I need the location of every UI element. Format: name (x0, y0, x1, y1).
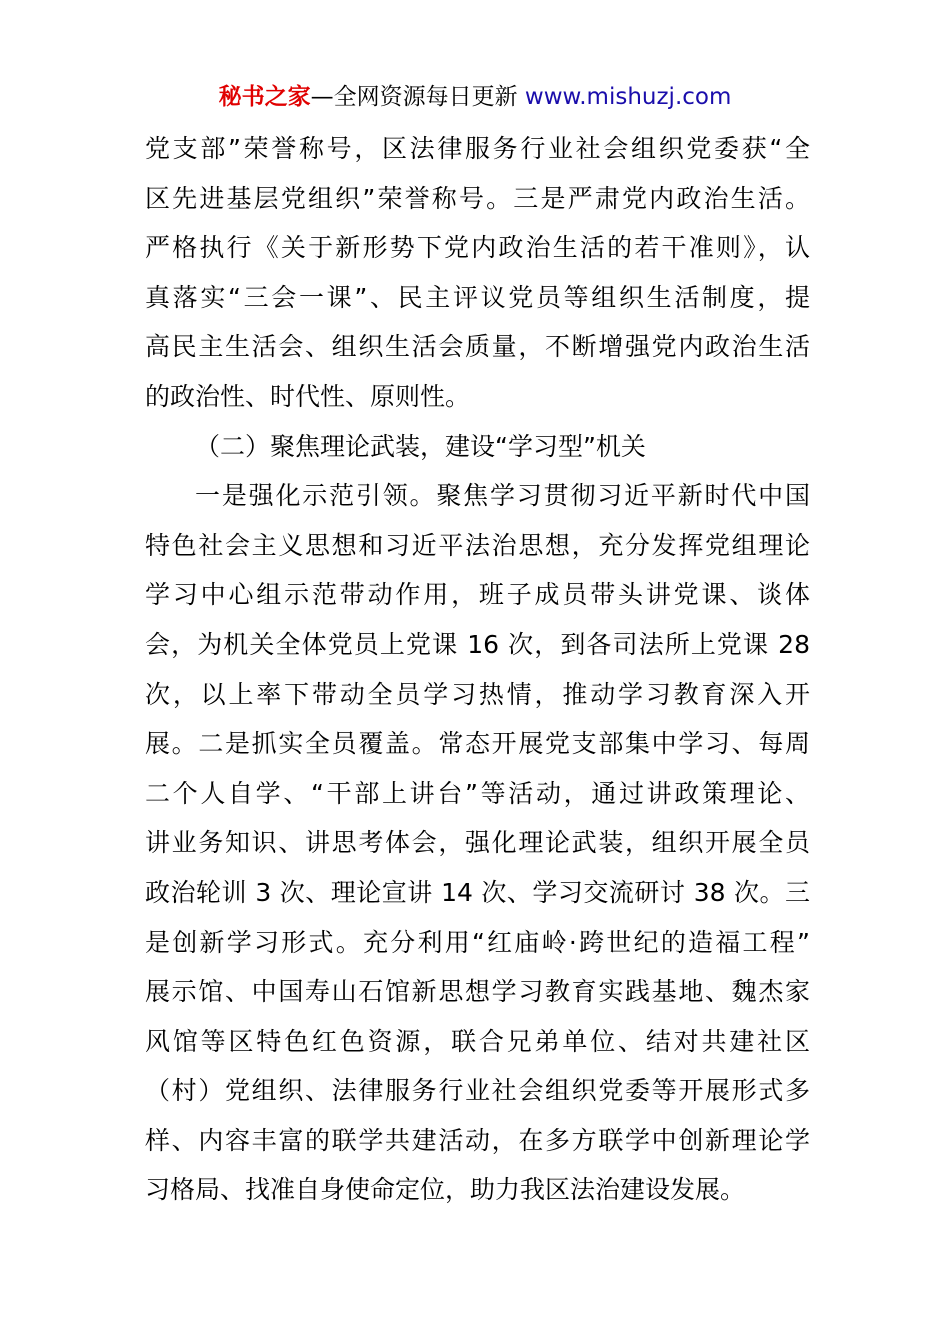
paragraph-line: 党支部”荣誉称号，区法律服务行业社会组织党委获“全 (145, 134, 810, 163)
page-header (0, 80, 950, 114)
paragraph-line: 二个人自学、“干部上讲台”等活动，通过讲政策理论、 (145, 778, 810, 808)
paragraph-line: 真落实“三会一课”、民主评议党员等组织生活制度，提 (145, 282, 810, 312)
paragraph-line: 学习中心组示范带动作用，班子成员带头讲党课、谈体 (145, 580, 810, 610)
paragraph-line: 的政治性、时代性、原则性。 (145, 381, 471, 411)
header-tagline: —全网资源每日更新 (310, 84, 525, 110)
paragraph-line: 次，以上率下带动全员学习热情，推动学习教育深入开 (145, 679, 810, 709)
paragraph-line: 一是强化示范引领。聚焦学习贯彻习近平新时代中国 (195, 481, 810, 511)
header-url-link[interactable]: www.mishuzj.com (524, 84, 732, 110)
paragraph-line: 展。二是抓实全员覆盖。常态开展党支部集中学习、每周 (145, 729, 810, 759)
paragraph-line: 是创新学习形式。充分利用“红庙岭·跨世纪的造福工程” (145, 927, 810, 957)
paragraph-line: 讲业务知识、讲思考体会，强化理论武装，组织开展全员 (145, 828, 810, 858)
header-brand: 秘书之家 (218, 84, 311, 110)
paragraph-line: 严格执行《关于新形势下党内政治生活的若干准则》，认 (145, 233, 810, 263)
paragraph-line: （村）党组织、法律服务行业社会组织党委等开展形式多 (145, 1076, 810, 1106)
paragraph-line: 特色社会主义思想和习近平法治思想，充分发挥党组理论 (145, 530, 810, 560)
document-body (145, 124, 810, 1215)
paragraph-line: 会，为机关全体党员上党课 16 次，到各司法所上党课 28 (145, 629, 810, 659)
paragraph-line: 展示馆、中国寿山石馆新思想学习教育实践基地、魏杰家 (145, 977, 810, 1007)
paragraph-line: 区先进基层党组织”荣誉称号。三是严肃党内政治生活。 (145, 183, 810, 213)
section-heading: （二）聚焦理论武装，建设“学习型”机关 (195, 431, 646, 461)
paragraph-line: 高民主生活会、组织生活会质量，不断增强党内政治生活 (145, 332, 810, 362)
paragraph-line: 风馆等区特色红色资源，联合兄弟单位、结对共建社区 (145, 1026, 810, 1056)
paragraph-line: 习格局、找准自身使命定位，助力我区法治建设发展。 (145, 1175, 746, 1205)
paragraph-line: 样、内容丰富的联学共建活动，在多方联学中创新理论学 (145, 1125, 810, 1155)
paragraph-line: 政治轮训 3 次、理论宣讲 14 次、学习交流研讨 38 次。三 (145, 877, 810, 907)
